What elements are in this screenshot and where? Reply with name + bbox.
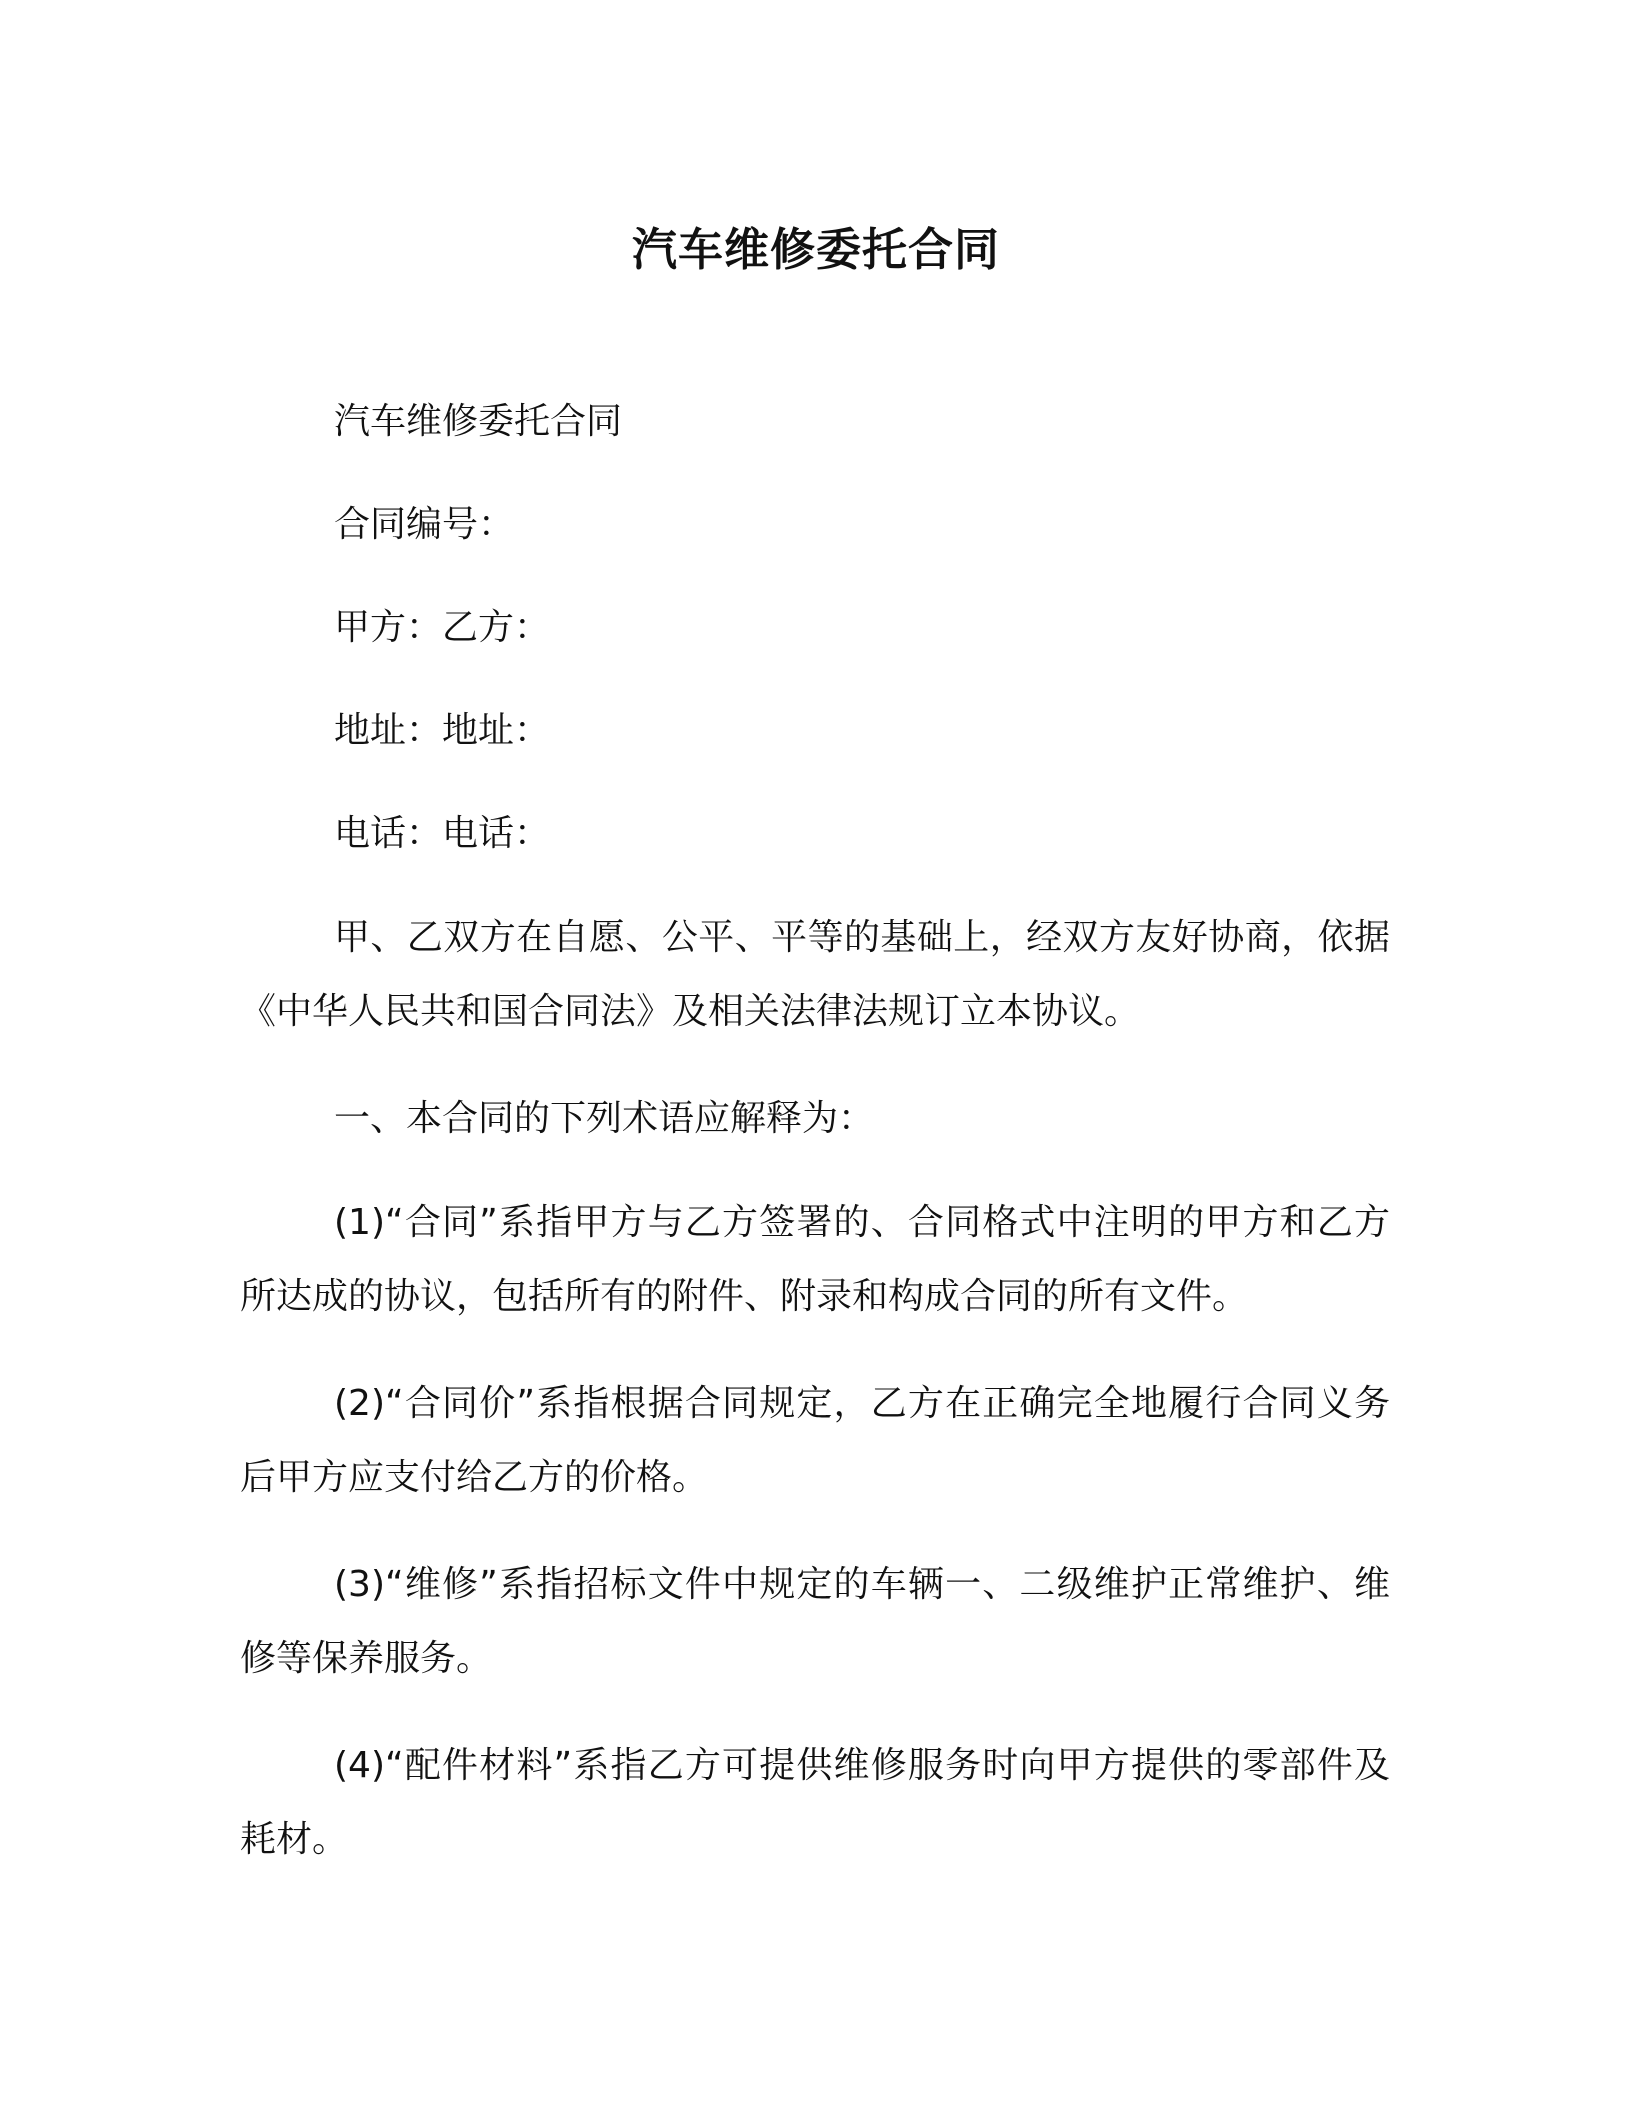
phone-line: 电话：电话： [334,813,551,854]
contract-number-line: 合同编号： [334,504,515,545]
definition-item: (4)“配件材料”系指乙方可提供维修服务时向甲方提供的零部件及耗材。 [240,1745,1390,1860]
intro-paragraph: 甲、乙双方在自愿、公平、平等的基础上，经双方友好协商，依据《中华人民共和国合同法》及相关法律法规订立本协议。 [240,917,1390,1032]
document-title: 汽车维修委托合同 [631,223,1000,276]
address-line: 地址：地址： [334,710,551,751]
definition-item: (3)“维修”系指招标文件中规定的车辆一、二级维护正常维护、维修等保养服务。 [240,1564,1390,1679]
definition-item: (1)“合同”系指甲方与乙方签署的、合同格式中注明的甲方和乙方所达成的协议，包括所有的附件、附录和构成合同的所有文件。 [240,1202,1390,1317]
subtitle-line: 汽车维修委托合同 [334,401,623,442]
parties-line: 甲方：乙方： [334,607,551,648]
section-heading: 一、本合同的下列术语应解释为： [334,1098,875,1139]
definition-item: (2)“合同价”系指根据合同规定，乙方在正确完全地履行合同义务后甲方应支付给乙方的价格。 [240,1383,1390,1498]
